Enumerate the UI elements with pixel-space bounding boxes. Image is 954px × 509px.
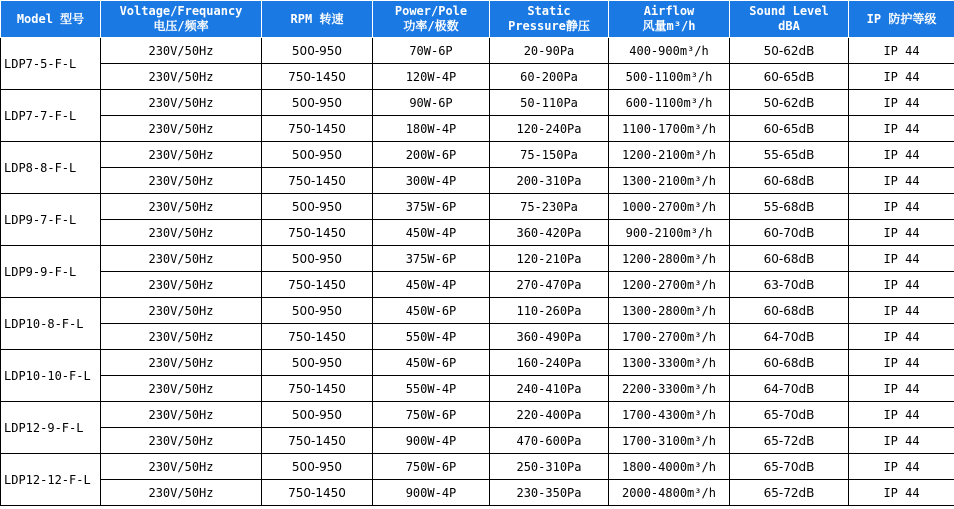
power-cell: 180W-4P bbox=[373, 116, 490, 142]
voltage-cell: 230V/50Hz bbox=[101, 38, 262, 64]
airflow-cell: 2200-3300m³/h bbox=[609, 376, 730, 402]
rpm-cell: 500-950 bbox=[262, 38, 373, 64]
voltage-cell: 230V/50Hz bbox=[101, 324, 262, 350]
pressure-cell: 160-240Pa bbox=[490, 350, 609, 376]
model-name: LDP9-9-F-L bbox=[1, 246, 101, 298]
power-cell: 450W-4P bbox=[373, 220, 490, 246]
airflow-cell: 400-900m³/h bbox=[609, 38, 730, 64]
ip-cell: IP 44 bbox=[849, 64, 954, 90]
voltage-cell: 230V/50Hz bbox=[101, 376, 262, 402]
power-cell: 450W-6P bbox=[373, 350, 490, 376]
power-cell: 450W-6P bbox=[373, 298, 490, 324]
sound-cell: 60-65dB bbox=[730, 64, 849, 90]
ip-cell: IP 44 bbox=[849, 168, 954, 194]
power-cell: 90W-6P bbox=[373, 90, 490, 116]
sound-cell: 65-70dB bbox=[730, 402, 849, 428]
airflow-cell: 1200-2700m³/h bbox=[609, 272, 730, 298]
header-model: Model 型号 bbox=[1, 1, 101, 38]
header-sound-unit: dBA bbox=[778, 19, 800, 33]
airflow-cell: 1800-4000m³/h bbox=[609, 454, 730, 480]
ip-cell: IP 44 bbox=[849, 350, 954, 376]
header-ip: IP 防护等级 bbox=[849, 1, 954, 38]
table-row bbox=[1, 194, 954, 220]
ip-cell: IP 44 bbox=[849, 90, 954, 116]
pressure-cell: 240-410Pa bbox=[490, 376, 609, 402]
pressure-cell: 200-310Pa bbox=[490, 168, 609, 194]
sound-cell: 60-68dB bbox=[730, 350, 849, 376]
voltage-cell: 230V/50Hz bbox=[101, 350, 262, 376]
sound-cell: 60-65dB bbox=[730, 116, 849, 142]
power-cell: 120W-4P bbox=[373, 64, 490, 90]
sound-cell: 65-70dB bbox=[730, 454, 849, 480]
header-pressure bbox=[490, 1, 609, 38]
rpm-cell: 750-1450 bbox=[262, 116, 373, 142]
sound-cell: 64-70dB bbox=[730, 324, 849, 350]
pressure-cell: 250-310Pa bbox=[490, 454, 609, 480]
pressure-cell: 360-490Pa bbox=[490, 324, 609, 350]
airflow-cell: 1300-2800m³/h bbox=[609, 298, 730, 324]
table-header bbox=[1, 1, 954, 38]
rpm-cell: 500-950 bbox=[262, 350, 373, 376]
voltage-cell: 230V/50Hz bbox=[101, 272, 262, 298]
airflow-cell: 1700-2700m³/h bbox=[609, 324, 730, 350]
header-row bbox=[1, 1, 954, 38]
sound-cell: 50-62dB bbox=[730, 90, 849, 116]
header-rpm: RPM 转速 bbox=[262, 1, 373, 38]
rpm-cell: 750-1450 bbox=[262, 480, 373, 506]
table-row bbox=[1, 38, 954, 64]
table-row bbox=[1, 454, 954, 480]
rpm-cell: 750-1450 bbox=[262, 376, 373, 402]
header-sound-en: Sound Level bbox=[749, 4, 829, 18]
pressure-cell: 360-420Pa bbox=[490, 220, 609, 246]
model-name: LDP9-7-F-L bbox=[1, 194, 101, 246]
table-row bbox=[1, 116, 954, 142]
power-cell: 300W-4P bbox=[373, 168, 490, 194]
header-pressure-en: Static bbox=[527, 4, 571, 18]
rpm-cell: 500-950 bbox=[262, 142, 373, 168]
rpm-cell: 500-950 bbox=[262, 90, 373, 116]
sound-cell: 64-70dB bbox=[730, 376, 849, 402]
model-name: LDP10-8-F-L bbox=[1, 298, 101, 350]
airflow-cell: 1700-3100m³/h bbox=[609, 428, 730, 454]
voltage-cell: 230V/50Hz bbox=[101, 402, 262, 428]
power-cell: 375W-6P bbox=[373, 246, 490, 272]
ip-cell: IP 44 bbox=[849, 142, 954, 168]
airflow-cell: 600-1100m³/h bbox=[609, 90, 730, 116]
airflow-cell: 1300-2100m³/h bbox=[609, 168, 730, 194]
table-row bbox=[1, 350, 954, 376]
ip-cell: IP 44 bbox=[849, 376, 954, 402]
rpm-cell: 500-950 bbox=[262, 194, 373, 220]
sound-cell: 65-72dB bbox=[730, 480, 849, 506]
header-airflow-en: Airflow bbox=[643, 4, 695, 18]
table-row bbox=[1, 428, 954, 454]
sound-cell: 60-68dB bbox=[730, 168, 849, 194]
sound-cell: 60-68dB bbox=[730, 246, 849, 272]
airflow-cell: 1200-2100m³/h bbox=[609, 142, 730, 168]
airflow-cell: 500-1100m³/h bbox=[609, 64, 730, 90]
pressure-cell: 220-400Pa bbox=[490, 402, 609, 428]
model-name: LDP8-8-F-L bbox=[1, 142, 101, 194]
table-row bbox=[1, 142, 954, 168]
ip-cell: IP 44 bbox=[849, 454, 954, 480]
power-cell: 900W-4P bbox=[373, 428, 490, 454]
sound-cell: 60-68dB bbox=[730, 298, 849, 324]
voltage-cell: 230V/50Hz bbox=[101, 428, 262, 454]
model-name: LDP12-12-F-L bbox=[1, 454, 101, 506]
airflow-cell: 1200-2800m³/h bbox=[609, 246, 730, 272]
sound-cell: 63-70dB bbox=[730, 272, 849, 298]
sound-cell: 65-72dB bbox=[730, 428, 849, 454]
airflow-cell: 2000-4800m³/h bbox=[609, 480, 730, 506]
power-cell: 550W-4P bbox=[373, 324, 490, 350]
pressure-cell: 75-150Pa bbox=[490, 142, 609, 168]
airflow-cell: 1300-3300m³/h bbox=[609, 350, 730, 376]
ip-cell: IP 44 bbox=[849, 324, 954, 350]
rpm-cell: 500-950 bbox=[262, 246, 373, 272]
model-name: LDP7-7-F-L bbox=[1, 90, 101, 142]
rpm-cell: 500-950 bbox=[262, 298, 373, 324]
rpm-cell: 750-1450 bbox=[262, 324, 373, 350]
header-voltage-cn: 电压/频率 bbox=[153, 19, 209, 33]
header-airflow-cn: 风量m³/h bbox=[642, 19, 696, 33]
rpm-cell: 750-1450 bbox=[262, 272, 373, 298]
pressure-cell: 20-90Pa bbox=[490, 38, 609, 64]
table-row bbox=[1, 402, 954, 428]
sound-cell: 60-70dB bbox=[730, 220, 849, 246]
airflow-cell: 1100-1700m³/h bbox=[609, 116, 730, 142]
ip-cell: IP 44 bbox=[849, 220, 954, 246]
airflow-cell: 1000-2700m³/h bbox=[609, 194, 730, 220]
pressure-cell: 120-240Pa bbox=[490, 116, 609, 142]
sound-cell: 55-65dB bbox=[730, 142, 849, 168]
voltage-cell: 230V/50Hz bbox=[101, 168, 262, 194]
table-row bbox=[1, 246, 954, 272]
voltage-cell: 230V/50Hz bbox=[101, 116, 262, 142]
power-cell: 750W-6P bbox=[373, 402, 490, 428]
ip-cell: IP 44 bbox=[849, 246, 954, 272]
rpm-cell: 750-1450 bbox=[262, 428, 373, 454]
table-row bbox=[1, 298, 954, 324]
table-row bbox=[1, 64, 954, 90]
voltage-cell: 230V/50Hz bbox=[101, 454, 262, 480]
header-power-en: Power/Pole bbox=[394, 4, 468, 18]
pressure-cell: 470-600Pa bbox=[490, 428, 609, 454]
table-row bbox=[1, 376, 954, 402]
table-row bbox=[1, 480, 954, 506]
ip-cell: IP 44 bbox=[849, 480, 954, 506]
header-voltage-en: Voltage/Frequancy bbox=[119, 4, 243, 18]
pressure-cell: 60-200Pa bbox=[490, 64, 609, 90]
ip-cell: IP 44 bbox=[849, 298, 954, 324]
ip-cell: IP 44 bbox=[849, 116, 954, 142]
table-row bbox=[1, 168, 954, 194]
pressure-cell: 75-230Pa bbox=[490, 194, 609, 220]
power-cell: 550W-4P bbox=[373, 376, 490, 402]
power-cell: 200W-6P bbox=[373, 142, 490, 168]
table-row bbox=[1, 90, 954, 116]
model-name: LDP7-5-F-L bbox=[1, 38, 101, 90]
header-power-cn: 功率/极数 bbox=[403, 19, 459, 33]
pressure-cell: 230-350Pa bbox=[490, 480, 609, 506]
voltage-cell: 230V/50Hz bbox=[101, 480, 262, 506]
airflow-cell: 900-2100m³/h bbox=[609, 220, 730, 246]
power-cell: 450W-4P bbox=[373, 272, 490, 298]
voltage-cell: 230V/50Hz bbox=[101, 220, 262, 246]
rpm-cell: 500-950 bbox=[262, 402, 373, 428]
rpm-cell: 750-1450 bbox=[262, 168, 373, 194]
table-body bbox=[1, 38, 954, 506]
table-row bbox=[1, 220, 954, 246]
pressure-cell: 110-260Pa bbox=[490, 298, 609, 324]
model-name: LDP10-10-F-L bbox=[1, 350, 101, 402]
ip-cell: IP 44 bbox=[849, 38, 954, 64]
pressure-cell: 50-110Pa bbox=[490, 90, 609, 116]
sound-cell: 50-62dB bbox=[730, 38, 849, 64]
pressure-cell: 120-210Pa bbox=[490, 246, 609, 272]
header-pressure-cn: Pressure静压 bbox=[508, 19, 590, 33]
pressure-cell: 270-470Pa bbox=[490, 272, 609, 298]
sound-cell: 55-68dB bbox=[730, 194, 849, 220]
header-sound bbox=[730, 1, 849, 38]
table-row bbox=[1, 272, 954, 298]
rpm-cell: 500-950 bbox=[262, 454, 373, 480]
table-row bbox=[1, 324, 954, 350]
rpm-cell: 750-1450 bbox=[262, 64, 373, 90]
header-power bbox=[373, 1, 490, 38]
voltage-cell: 230V/50Hz bbox=[101, 194, 262, 220]
model-name: LDP12-9-F-L bbox=[1, 402, 101, 454]
ip-cell: IP 44 bbox=[849, 272, 954, 298]
power-cell: 750W-6P bbox=[373, 454, 490, 480]
voltage-cell: 230V/50Hz bbox=[101, 64, 262, 90]
airflow-cell: 1700-4300m³/h bbox=[609, 402, 730, 428]
ip-cell: IP 44 bbox=[849, 402, 954, 428]
header-airflow bbox=[609, 1, 730, 38]
header-voltage bbox=[101, 1, 262, 38]
ip-cell: IP 44 bbox=[849, 194, 954, 220]
power-cell: 70W-6P bbox=[373, 38, 490, 64]
rpm-cell: 750-1450 bbox=[262, 220, 373, 246]
ip-cell: IP 44 bbox=[849, 428, 954, 454]
voltage-cell: 230V/50Hz bbox=[101, 90, 262, 116]
power-cell: 900W-4P bbox=[373, 480, 490, 506]
power-cell: 375W-6P bbox=[373, 194, 490, 220]
voltage-cell: 230V/50Hz bbox=[101, 298, 262, 324]
voltage-cell: 230V/50Hz bbox=[101, 142, 262, 168]
voltage-cell: 230V/50Hz bbox=[101, 246, 262, 272]
